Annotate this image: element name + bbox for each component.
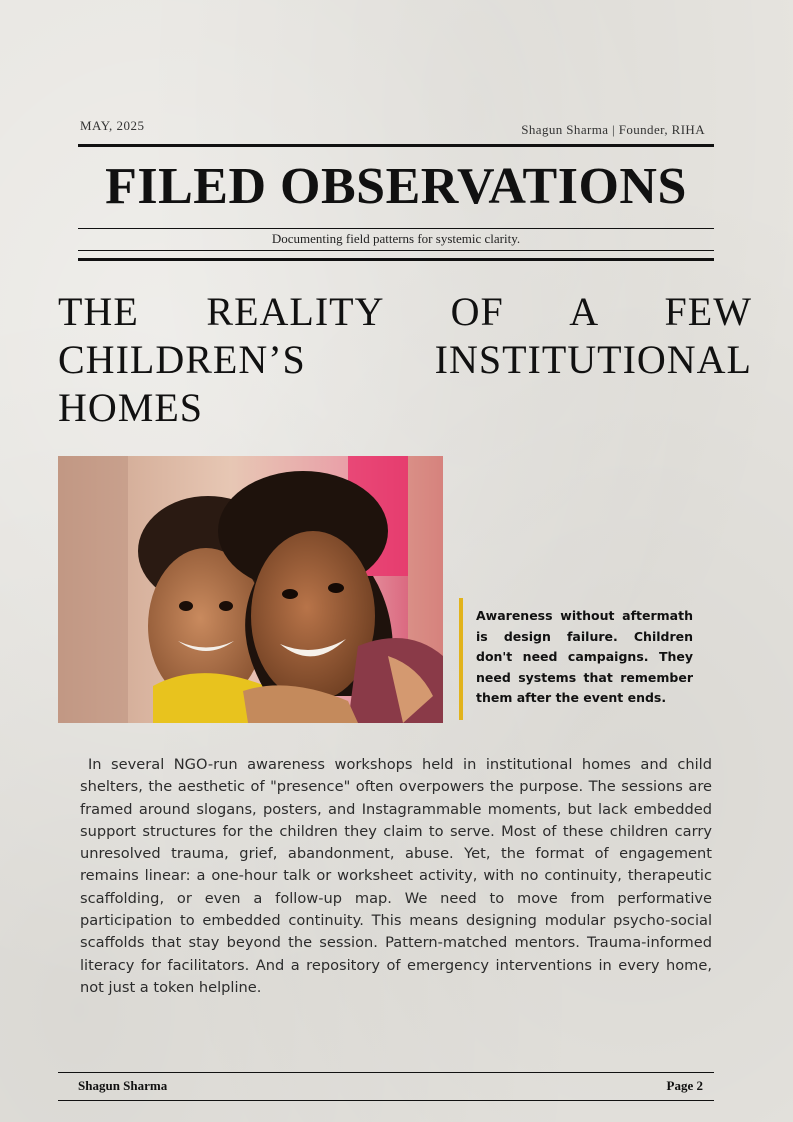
footer-bottom-rule	[58, 1100, 714, 1101]
article-photo	[58, 456, 443, 723]
pull-quote: Awareness without aftermath is design failure. Children don't need campaigns. They need systems that remember them after the event ends.	[476, 608, 693, 705]
article-headline: THE REALITY OF A FEW CHILDREN’S INSTITUTIONAL HOMES	[58, 289, 752, 430]
pull-quote-accent-bar	[459, 598, 463, 720]
tagline-rule-thin	[78, 250, 714, 251]
footer-author: Shagun Sharma	[78, 1078, 168, 1093]
masthead-bottom-rule	[78, 228, 714, 229]
article-body: In several NGO-run awareness workshops held in institutional homes and child shelters, the aesthetic of "presence" often overpowers the purpose. The sessions are framed around slogans, posters, and Instagrammable moments, but lack embedded support structures for the children they claim to serve. Most of these children carry unresolved trauma, grief, abandonment, abuse. Yet, the format of engagement remains linear: a one-hour talk or worksheet activity, with no continuity, therapeutic scaffolding, or even a follow-up map. We need to move from performative participation to embedded continuity. This means designing modular psycho-social scaffolds that stay beyond the session. Pattern-matched mentors. Trauma-informed literacy for facilitators. And a repository of emergency interventions in every home, not just a token helpline.	[80, 756, 712, 996]
masthead-title: FILED OBSERVATIONS	[105, 158, 687, 215]
footer-top-rule	[58, 1072, 714, 1073]
masthead-tagline: Documenting field patterns for systemic clarity.	[271, 231, 521, 246]
tagline-rule-thick	[78, 258, 714, 261]
page-number: Page 2	[666, 1078, 703, 1093]
author-byline: Shagun Sharma | Founder, RIHA	[521, 122, 705, 137]
issue-date: MAY, 2025	[80, 118, 145, 133]
masthead-top-rule	[78, 144, 714, 147]
